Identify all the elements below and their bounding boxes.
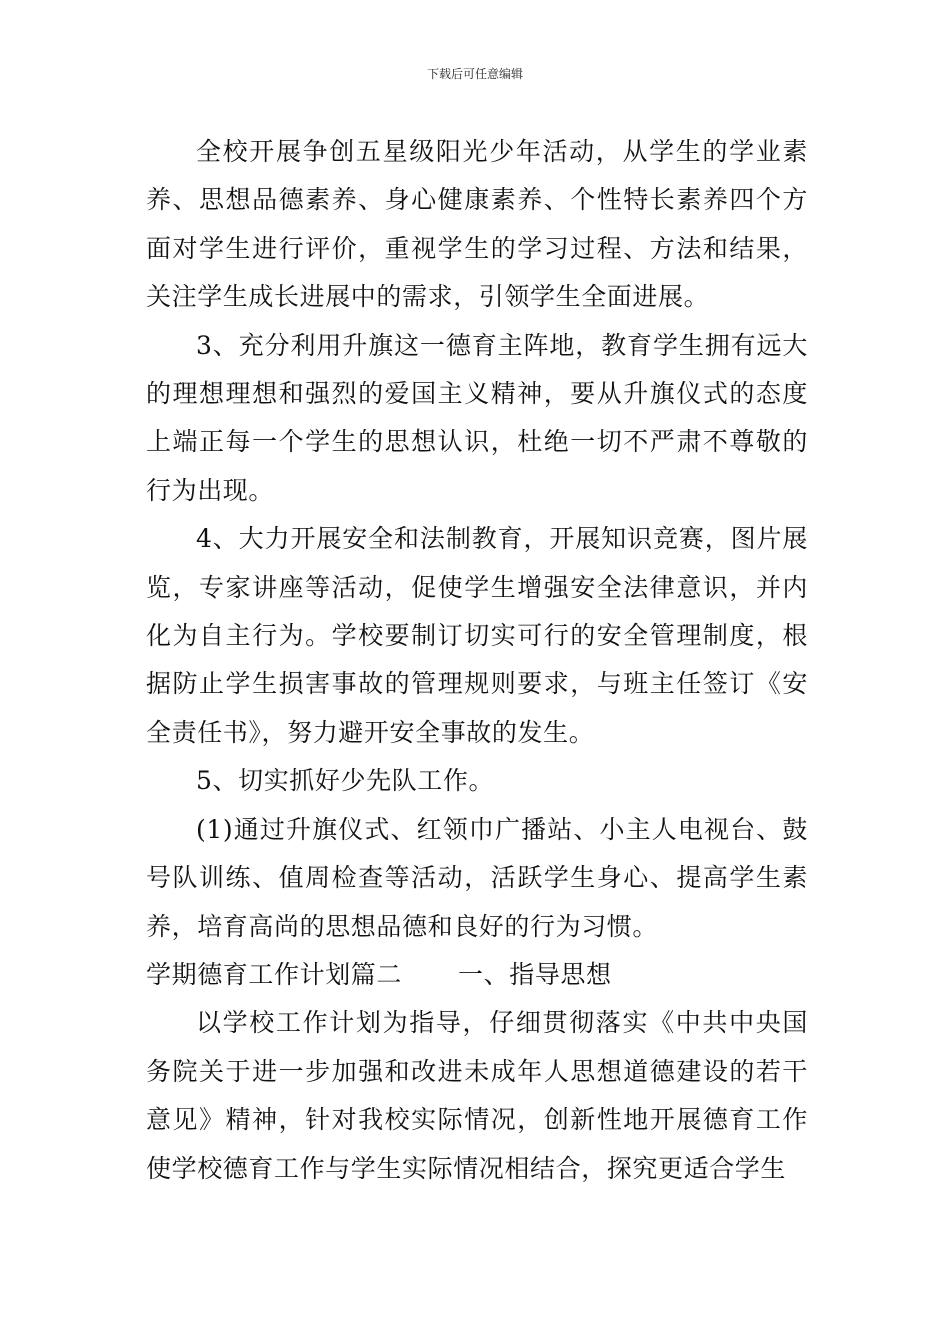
document-body (146, 128, 808, 1193)
paragraph-young-pioneers: 5、切实抓好少先队工作。 (196, 766, 495, 796)
section-title: 学期德育工作计划篇二 (146, 959, 403, 989)
section-subtitle: 一、指导思想 (458, 959, 612, 989)
page-header-note: 下载后可任意编辑 (426, 67, 523, 81)
paragraph-safety-education: 4、大力开展安全和法制教育，开展知识竞赛，图片展览，专家讲座等活动，促使学生增强安全法律意识，并内化为自主行为。学校要制订切实可行的安全管理制度，根据防止学生损害事故的管理规则要求，与班主任签订《安全责任书》，努力避开安全事故的发生。 (146, 524, 808, 747)
section-heading-line (146, 951, 808, 999)
paragraph-evaluation: 全校开展争创五星级阳光少年活动，从学生的学业素养、思想品德素养、身心健康素养、个性特长素养四个方面对学生进行评价，重视学生的学习过程、方法和结果，关注学生成长进展中的需求，引领学生全面进展。 (146, 137, 808, 312)
paragraph-flag-raising: 3、充分利用升旗这一德育主阵地，教育学生拥有远大的理想理想和强烈的爱国主义精神，要从升旗仪式的态度上端正每一个学生的思想认识，杜绝一切不严肃不尊敬的行为出现。 (146, 330, 808, 505)
paragraph-guiding-thought: 以学校工作计划为指导，仔细贯彻落实《中共中央国务院关于进一步加强和改进未成年人思想道德建设的若干意见》精神，针对我校实际情况，创新性地开展德育工作使学校德育工作与学生实际情况相结合，探究更适合学生 (146, 1008, 808, 1183)
paragraph-pioneer-activities: (1)通过升旗仪式、红领巾广播站、小主人电视台、鼓号队训练、值周检查等活动，活跃学生身心、提高学生素养，培育高尚的思想品德和良好的行为习惯。 (146, 814, 808, 941)
